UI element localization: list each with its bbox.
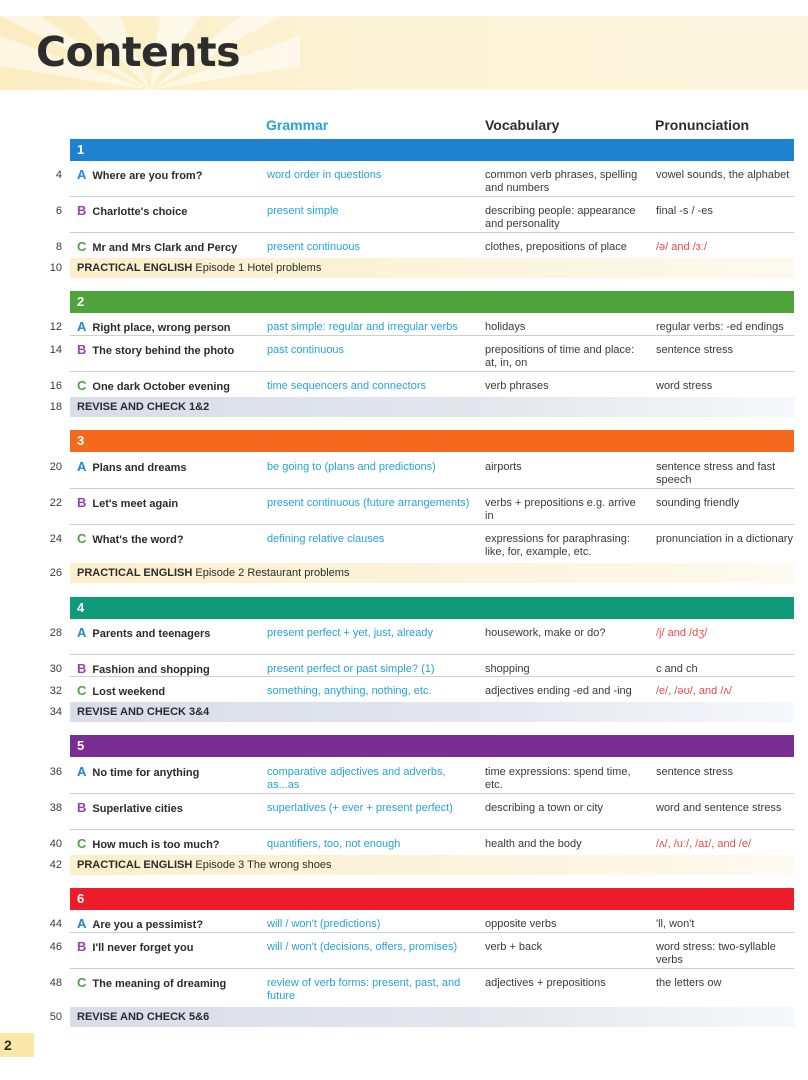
lesson-name: Where are you from? (92, 170, 203, 182)
page-ref: 36 (49, 766, 62, 778)
grammar-cell: present perfect + yet, just, already (267, 627, 434, 639)
revise-check-label[interactable] (77, 401, 209, 413)
lesson-name: The story behind the photo (92, 345, 235, 357)
lesson-title[interactable] (77, 661, 210, 676)
vocabulary-cell: describing a town or city (485, 802, 603, 814)
lesson-name: What's the word? (92, 534, 184, 546)
vocabulary-cell: verbs + prepositions e.g. arrive in (485, 497, 636, 522)
lesson-name: How much is too much? (92, 839, 220, 851)
page-number-box (0, 1033, 34, 1057)
page-ref: 26 (49, 567, 62, 579)
page-ref: 30 (49, 663, 62, 675)
page-ref: 32 (49, 685, 62, 697)
grammar-cell: something, anything, nothing, etc. (267, 685, 432, 697)
unit-header-bar (70, 735, 794, 757)
lesson-letter: A (77, 459, 87, 474)
vocabulary-cell: expressions for paraphrasing: like, for, example, etc. (485, 533, 630, 558)
revise-check-label[interactable] (77, 1011, 209, 1023)
page-ref: 38 (49, 802, 62, 814)
lesson-letter: A (77, 167, 87, 182)
practical-english-label[interactable] (77, 262, 321, 274)
page-ref: 40 (49, 838, 62, 850)
page-ref: 10 (49, 262, 62, 274)
page-ref: 4 (55, 169, 62, 181)
grammar-cell: present perfect or past simple? (1) (267, 663, 435, 675)
pronunciation-cell: final -s / -es (656, 205, 713, 217)
vocabulary-cell: airports (485, 461, 522, 473)
vocabulary-cell: verb phrases (485, 380, 549, 392)
page-ref: 18 (49, 401, 62, 413)
lesson-name: Superlative cities (92, 803, 183, 815)
lesson-letter: B (77, 800, 87, 815)
grammar-cell: quantifiers, too, not enough (267, 838, 401, 850)
band-title: PRACTICAL ENGLISH (77, 567, 193, 579)
vocabulary-cell: describing people: appearance and personality (485, 205, 636, 230)
grammar-cell: comparative adjectives and adverbs, as...as (267, 766, 446, 791)
page-ref: 46 (49, 941, 62, 953)
pronunciation-cell: sentence stress (656, 766, 734, 778)
lesson-letter: C (77, 975, 87, 990)
lesson-title[interactable] (77, 459, 187, 474)
page-ref: 28 (49, 627, 62, 639)
lesson-title[interactable] (77, 495, 178, 510)
grammar-cell: will / won't (decisions, offers, promises) (267, 941, 458, 953)
page-ref: 22 (49, 497, 62, 509)
page-ref: 20 (49, 461, 62, 473)
lesson-letter: B (77, 661, 87, 676)
pronunciation-cell: word stress: two-syllable verbs (656, 941, 776, 966)
page-ref: 6 (55, 205, 62, 217)
lesson-name: No time for anything (92, 767, 200, 779)
lesson-letter: C (77, 378, 87, 393)
row-divider (70, 793, 794, 794)
page-ref: 42 (49, 859, 62, 871)
grammar-cell: defining relative clauses (267, 533, 385, 545)
grammar-cell: will / won't (predictions) (267, 918, 381, 930)
lesson-letter: B (77, 939, 87, 954)
band-title: PRACTICAL ENGLISH (77, 262, 193, 274)
lesson-name: Let's meet again (92, 498, 179, 510)
column-header-vocabulary: Vocabulary (485, 117, 560, 133)
lesson-title[interactable] (77, 836, 220, 851)
row-divider (70, 335, 794, 336)
page-ref: 50 (49, 1011, 62, 1023)
lesson-name: Parents and teenagers (92, 628, 211, 640)
lesson-name: I'll never forget you (92, 942, 194, 954)
vocabulary-cell: time expressions: spend time, etc. (485, 766, 631, 791)
row-divider (70, 676, 794, 677)
vocabulary-cell: verb + back (485, 941, 543, 953)
lesson-letter: C (77, 239, 87, 254)
grammar-cell: present continuous (267, 241, 360, 253)
vocabulary-cell: holidays (485, 321, 526, 333)
grammar-cell: be going to (plans and predictions) (267, 461, 436, 473)
practical-english-label[interactable] (77, 567, 349, 579)
unit-header-bar (70, 430, 794, 452)
episode-text: Episode 1 Hotel problems (192, 262, 322, 274)
page-title: Contents (36, 28, 241, 76)
pronunciation-cell: sentence stress and fast speech (656, 461, 776, 486)
lesson-title[interactable] (77, 378, 230, 393)
lesson-letter: C (77, 836, 87, 851)
lesson-title[interactable] (77, 167, 202, 182)
column-header-pronunciation: Pronunciation (655, 117, 750, 133)
lesson-letter: C (77, 683, 87, 698)
lesson-title[interactable] (77, 764, 199, 779)
vocabulary-cell: common verb phrases, spelling and numbers (485, 169, 638, 194)
lesson-letter: B (77, 495, 87, 510)
episode-text: Episode 3 The wrong shoes (192, 859, 332, 871)
row-divider (70, 371, 794, 372)
lesson-name: Fashion and shopping (92, 664, 210, 676)
practical-english-label[interactable] (77, 859, 332, 871)
lesson-name: Charlotte's choice (92, 206, 188, 218)
lesson-name: One dark October evening (92, 381, 230, 393)
grammar-cell: present continuous (future arrangements) (267, 497, 470, 509)
grammar-cell: word order in questions (267, 169, 382, 181)
lesson-letter: B (77, 342, 87, 357)
lesson-letter: A (77, 764, 87, 779)
lesson-title[interactable] (77, 625, 210, 640)
grammar-cell: review of verb forms: present, past, and future (267, 977, 461, 1002)
unit-header-bar (70, 291, 794, 313)
pronunciation-cell: /ʌ/, /uː/, /aɪ/, and /e/ (656, 838, 752, 850)
vocabulary-cell: adjectives + prepositions (485, 977, 606, 989)
grammar-cell: time sequencers and connectors (267, 380, 426, 392)
grammar-cell: superlatives (+ ever + present perfect) (267, 802, 453, 814)
row-divider (70, 932, 794, 933)
page-ref: 24 (49, 533, 62, 545)
vocabulary-cell: prepositions of time and place: at, in, on (485, 344, 635, 369)
row-divider (70, 196, 794, 197)
lesson-title[interactable] (77, 916, 203, 931)
pronunciation-cell: the letters ow (656, 977, 722, 989)
lesson-letter: B (77, 203, 87, 218)
page-ref: 14 (49, 344, 62, 356)
vocabulary-cell: housework, make or do? (485, 627, 606, 639)
lesson-title[interactable] (77, 319, 231, 334)
pronunciation-cell: /e/, /əʊ/, and /ʌ/ (656, 685, 732, 697)
pronunciation-cell: 'll, won't (656, 918, 695, 930)
page-ref: 16 (49, 380, 62, 392)
page-number: 2 (4, 1037, 12, 1053)
lesson-title[interactable] (77, 683, 165, 698)
lesson-title[interactable] (77, 239, 237, 254)
page-ref: 8 (55, 241, 62, 253)
lesson-name: Lost weekend (92, 686, 166, 698)
unit-header-bar (70, 597, 794, 619)
pronunciation-cell: /ə/ and /ɜː/ (656, 241, 707, 253)
grammar-cell: present simple (267, 205, 339, 217)
band-title: PRACTICAL ENGLISH (77, 859, 193, 871)
row-divider (70, 232, 794, 233)
pronunciation-cell: sounding friendly (656, 497, 740, 509)
row-divider (70, 654, 794, 655)
unit-number: 2 (77, 294, 85, 309)
lesson-letter: A (77, 319, 87, 334)
unit-header-bar (70, 139, 794, 161)
unit-number: 1 (77, 142, 85, 157)
lesson-title[interactable] (77, 800, 183, 815)
pronunciation-cell: regular verbs: -ed endings (656, 321, 784, 333)
pronunciation-cell: c and ch (656, 663, 698, 675)
lesson-name: Mr and Mrs Clark and Percy (92, 242, 238, 254)
pronunciation-cell: word stress (656, 380, 713, 392)
band-title: REVISE AND CHECK 1&2 (77, 401, 210, 413)
row-divider (70, 524, 794, 525)
pronunciation-cell: pronunciation in a dictionary (656, 533, 793, 545)
lesson-title[interactable] (77, 975, 226, 990)
lesson-letter: A (77, 916, 87, 931)
unit-number: 5 (77, 738, 85, 753)
pronunciation-cell: sentence stress (656, 344, 734, 356)
vocabulary-cell: adjectives ending -ed and -ing (485, 685, 632, 697)
lesson-name: Right place, wrong person (92, 322, 231, 334)
grammar-cell: past continuous (267, 344, 345, 356)
page-ref: 48 (49, 977, 62, 989)
lesson-letter: A (77, 625, 87, 640)
page-ref: 12 (49, 321, 62, 333)
column-header-grammar: Grammar (266, 117, 329, 133)
unit-header-bar (70, 888, 794, 910)
pronunciation-cell: vowel sounds, the alphabet (656, 169, 790, 181)
row-divider (70, 829, 794, 830)
unit-number: 4 (77, 600, 85, 615)
lesson-title[interactable] (77, 939, 193, 954)
unit-number: 6 (77, 891, 85, 906)
page-ref: 34 (49, 706, 62, 718)
lesson-name: Are you a pessimist? (92, 919, 204, 931)
lesson-name: Plans and dreams (92, 462, 187, 474)
vocabulary-cell: opposite verbs (485, 918, 557, 930)
vocabulary-cell: health and the body (485, 838, 582, 850)
row-divider (70, 488, 794, 489)
lesson-name: The meaning of dreaming (92, 978, 227, 990)
lesson-title[interactable] (77, 531, 184, 546)
lesson-title[interactable] (77, 342, 234, 357)
page-ref: 44 (49, 918, 62, 930)
row-divider (70, 968, 794, 969)
lesson-letter: C (77, 531, 87, 546)
revise-check-label[interactable] (77, 706, 209, 718)
lesson-title[interactable] (77, 203, 187, 218)
band-title: REVISE AND CHECK 3&4 (77, 706, 210, 718)
vocabulary-cell: clothes, prepositions of place (485, 241, 627, 253)
pronunciation-cell: /j/ and /dʒ/ (656, 627, 708, 639)
vocabulary-cell: shopping (485, 663, 530, 675)
pronunciation-cell: word and sentence stress (656, 802, 782, 814)
band-title: REVISE AND CHECK 5&6 (77, 1011, 210, 1023)
episode-text: Episode 2 Restaurant problems (192, 567, 350, 579)
unit-number: 3 (77, 433, 85, 448)
grammar-cell: past simple: regular and irregular verbs (267, 321, 458, 333)
